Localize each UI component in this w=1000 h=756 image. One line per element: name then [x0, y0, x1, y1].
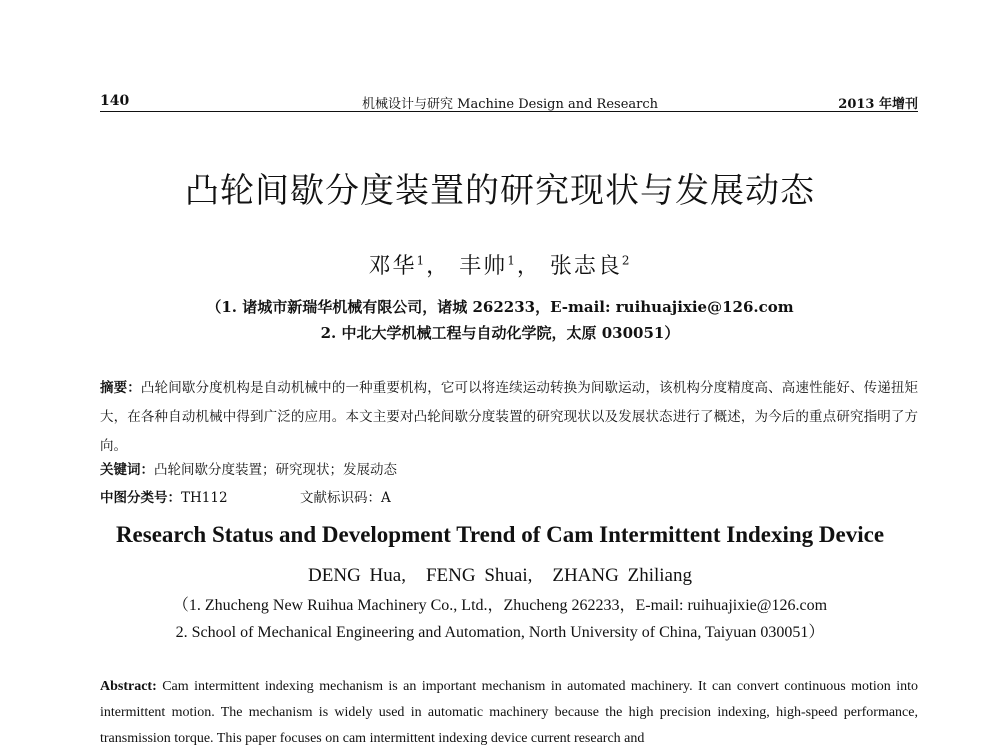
abstract-label-en: Abstract: — [100, 679, 157, 694]
chinese-affiliation-1: （1. 诸城市新瑞华机械有限公司，诸城 262233，E-mail: ruihuajixie@126.com — [206, 298, 794, 316]
author-affil-mark: 1 — [507, 253, 517, 268]
english-affiliation-2: 2. School of Mechanical Engineering and Automation, North University of China, Taiyuan 030051） — [175, 624, 825, 641]
running-header — [100, 93, 918, 112]
abstract-text-cn: 凸轮间歇分度机构是自动机械中的一种重要机构，它可以将连续运动转换为间歇运动，该机构分度精度高、高速性能好、传递扭矩大，在各种自动机械中得到广泛的应用。本文主要对凸轮间歇分度装置的研究现状以及发展状态进行了概述，为今后的重点研究指明了方向。 — [100, 380, 919, 454]
classification-label: 中图分类号： — [100, 490, 181, 506]
document-code-value: A — [381, 490, 391, 506]
classification-value: TH112 — [181, 490, 228, 506]
author-name-en: DENG Hua, — [308, 565, 406, 586]
author-affil-mark: 2 — [621, 253, 632, 268]
author-name: 丰帅 — [459, 254, 508, 279]
english-authors — [0, 565, 1000, 587]
chinese-affiliation-2: 2. 中北大学机械工程与自动化学院，太原 030051） — [320, 324, 680, 342]
issue-label: 2013 年增刊 — [838, 97, 918, 112]
journal-name: 机械设计与研究 Machine Design and Research — [362, 97, 659, 112]
abstract-label-cn: 摘要： — [100, 380, 141, 396]
document-code — [300, 486, 391, 506]
document-code-label: 文献标识码： — [300, 490, 381, 506]
chinese-abstract — [100, 374, 918, 461]
english-title: Research Status and Development Trend of Cam Intermittent Indexing Device — [115, 522, 885, 547]
author-name: 邓华 — [368, 254, 417, 279]
author-name: 张志良 — [549, 254, 622, 279]
english-abstract — [100, 674, 918, 752]
chinese-authors: 邓华$^1$， 丰帅$^1$， 张志良$^2$ — [368, 253, 632, 279]
chinese-title: 凸轮间歇分度装置的研究现状与发展动态 — [185, 171, 815, 211]
author-name-en: FENG Shuai, — [425, 565, 533, 586]
keywords-label: 关键词： — [100, 462, 154, 478]
classification-line — [100, 486, 391, 506]
page-number: 140 — [100, 93, 130, 109]
keywords-text: 凸轮间歇分度装置；研究现状；发展动态 — [154, 462, 397, 478]
chinese-keywords — [100, 458, 397, 478]
author-affil-mark: 1 — [416, 253, 427, 268]
english-affiliation-1: （1. Zhucheng New Ruihua Machinery Co., Ltd.，Zhucheng 262233，E-mail: ruihuajixie@126.com — [172, 597, 828, 614]
abstract-text-en: Cam intermittent indexing mechanism is an important mechanism in automated machinery. It can convert continuous motion into intermittent motion. The mechanism is widely used in automatic machinery because the high precision indexing, high-speed performance, transmission torque. This paper focuses on cam intermittent indexing device current research and — [100, 679, 919, 746]
author-name-en: ZHANG Zhiliang — [552, 565, 692, 586]
